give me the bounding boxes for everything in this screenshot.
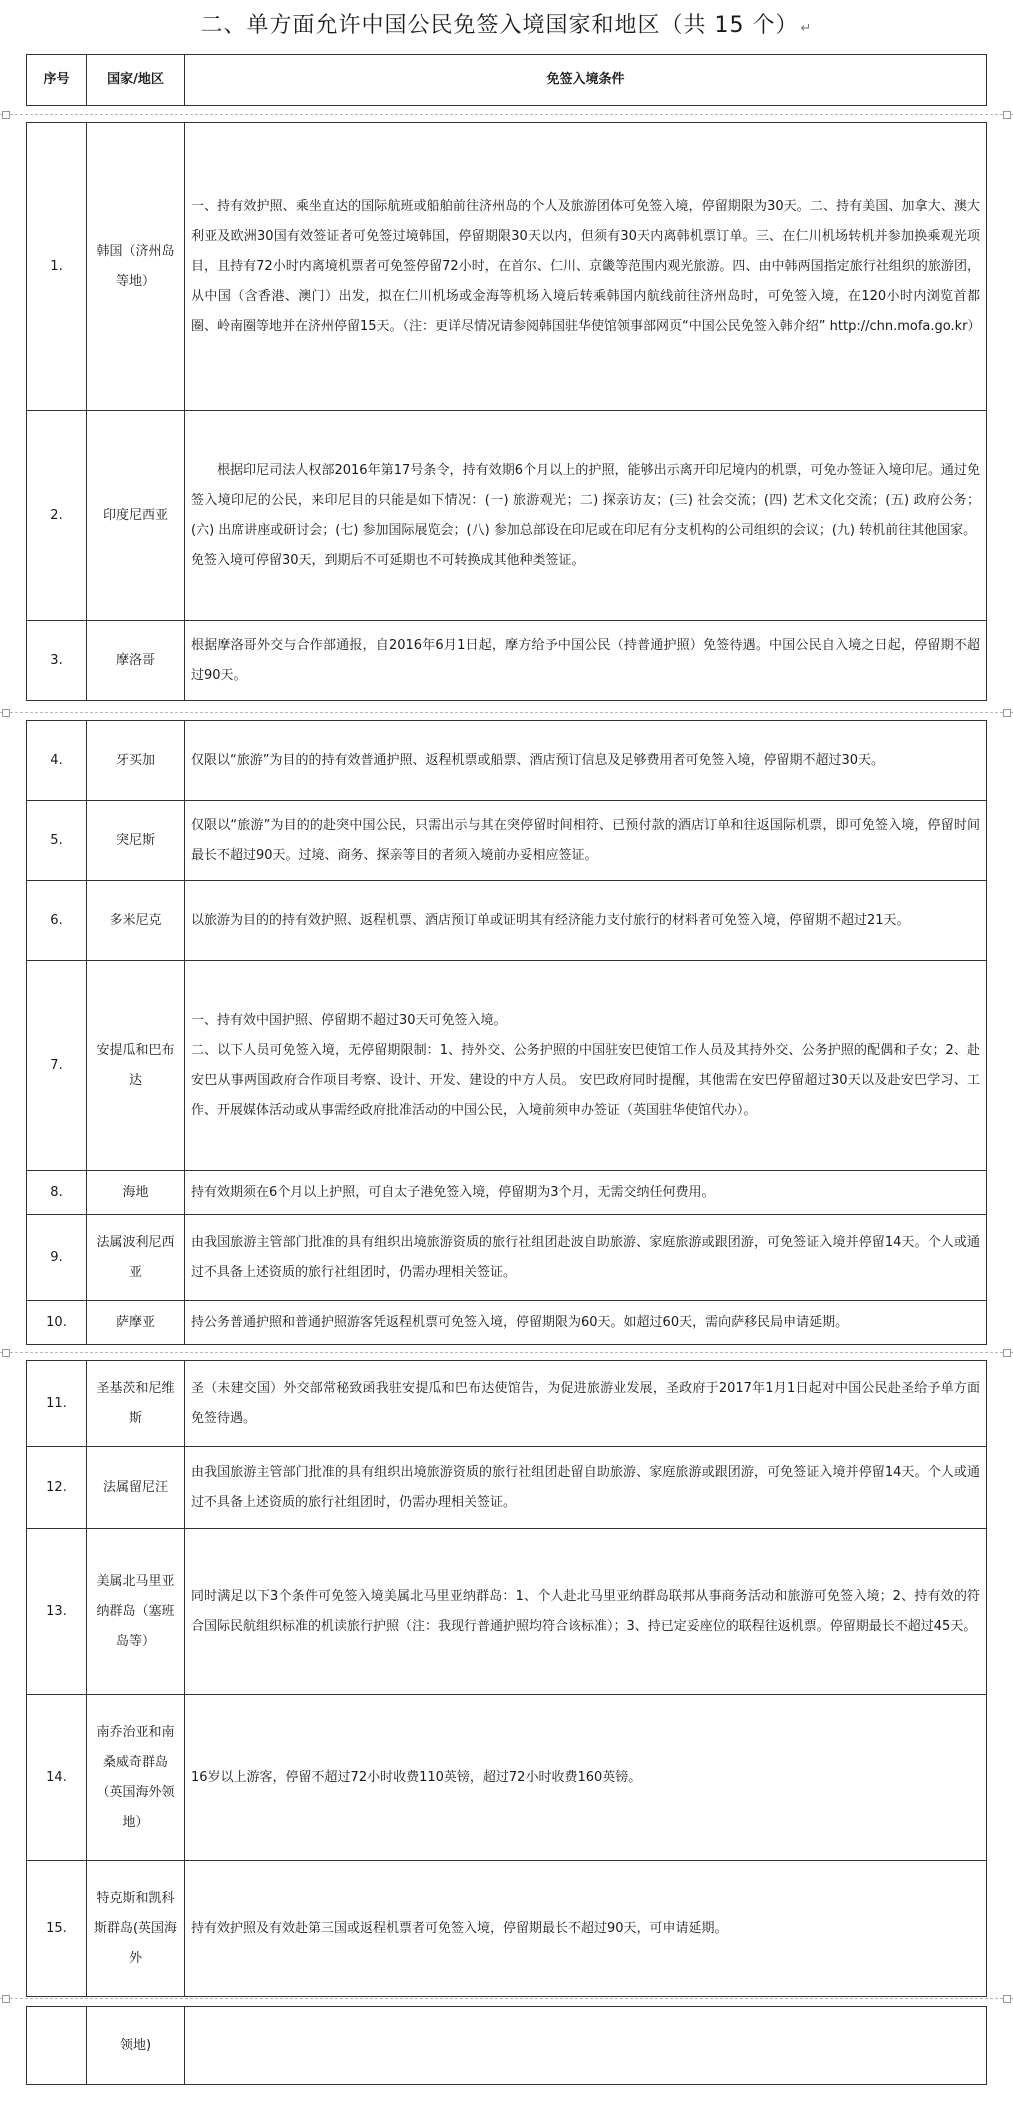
row-number: 12.: [27, 1447, 87, 1529]
row-conditions: [185, 961, 987, 1171]
table-row: [27, 1171, 987, 1215]
row-conditions: [185, 123, 987, 411]
row-conditions: [185, 1447, 987, 1529]
table-row: [27, 411, 987, 621]
page-separator: [0, 1352, 1013, 1353]
condition-paragraph: 以旅游为目的的持有效护照、返程机票、酒店预订单或证明其有经济能力支付旅行的材料者可免签入境，停留期不超过21天。: [191, 912, 910, 928]
page-separator: [0, 1998, 1013, 1999]
visa-table-block-2: [26, 720, 987, 1345]
visa-table-block-3: [26, 1360, 987, 1997]
row-number: 2.: [27, 411, 87, 621]
row-conditions: [185, 881, 987, 961]
condition-paragraph: 同时满足以下3个条件可免签入境美属北马里亚纳群岛：1、个人赴北马里亚纳群岛联邦从事商务活动和旅游可免签入境；2、持有效的符合国际民航组织标准的机读旅行护照（注：我现行普通护照均符合该标准）；3、持已定妥座位的联程往返机票。停留期最长不超过45天。: [191, 1588, 980, 1634]
table-row: [27, 1301, 987, 1345]
row-number: 4.: [27, 721, 87, 801]
page-separator: [0, 114, 1013, 115]
row-number: 10.: [27, 1301, 87, 1345]
row-conditions: [185, 621, 987, 701]
row-conditions: [185, 1215, 987, 1301]
row-number: 14.: [27, 1695, 87, 1861]
condition-paragraph: 持有效期须在6个月以上护照，可自太子港免签入境，停留期为3个月，无需交纳任何费用。: [191, 1184, 715, 1200]
visa-table-block-4: [26, 2006, 987, 2085]
row-country: 法属留尼汪: [87, 1447, 185, 1529]
row-number: 13.: [27, 1529, 87, 1695]
row-country: 特克斯和凯科斯群岛(英国海外: [87, 1861, 185, 1997]
row-number: 15.: [27, 1861, 87, 1997]
row-country: 美属北马里亚纳群岛（塞班岛等）: [87, 1529, 185, 1695]
table-header-row: [27, 55, 987, 106]
condition-paragraph: 根据印尼司法人权部2016年第17号条令，持有效期6个月以上的护照，能够出示离开印尼境内的机票，可免办签证入境印尼。通过免签入境印尼的公民，来印尼目的只能是如下情况：(一) 旅游观光；二) 探亲访友；(三) 社会交流；(四) 艺术文化交流；(五) 政府公务；(六) 出席讲座或研讨会；(七) 参加国际展览会；(八) 参加总部设在印尼或在印尼有分支机构的公司组织的会议；(九) 转机前往其他国家。: [191, 462, 980, 538]
visa-table-page-1: [26, 54, 987, 106]
table-row: [27, 721, 987, 801]
row-conditions: [185, 1301, 987, 1345]
row-country: 韩国（济州岛等地）: [87, 123, 185, 411]
row-country: 突尼斯: [87, 801, 185, 881]
row-number: 11.: [27, 1361, 87, 1447]
condition-paragraph: 一、持有效中国护照、停留期不超过30天可免签入境。: [191, 1012, 507, 1028]
row-conditions: [185, 721, 987, 801]
table-row: [27, 1215, 987, 1301]
condition-paragraph: 仅限以“旅游”为目的的赴突中国公民，只需出示与其在突停留时间相符、已预付款的酒店订单和往返国际机票，即可免签入境，停留时间最长不超过90天。过境、商务、探亲等目的者须入境前办妥相应签证。: [191, 817, 980, 863]
row-country: 多米尼克: [87, 881, 185, 961]
row-number: 1.: [27, 123, 87, 411]
table-row: [27, 123, 987, 411]
page-title: 二、单方面允许中国公民免签入境国家和地区（共 15 个） ↵: [200, 13, 813, 38]
row-conditions: [185, 801, 987, 881]
condition-paragraph: 由我国旅游主管部门批准的具有组织出境旅游资质的旅行社组团赴留自助旅游、家庭旅游或跟团游，可免签证入境并停留14天。个人或通过不具备上述资质的旅行社组团时，仍需办理相关签证。: [191, 1464, 980, 1510]
table-row: [27, 1861, 987, 1997]
row-conditions: [185, 1695, 987, 1861]
row-number: 7.: [27, 961, 87, 1171]
row-conditions: [185, 1171, 987, 1215]
row-country-continued: 领地): [87, 2007, 185, 2085]
row-number: 8.: [27, 1171, 87, 1215]
row-number: 5.: [27, 801, 87, 881]
header-conditions: 免签入境条件: [185, 55, 987, 106]
condition-paragraph: 圣（未建交国）外交部常秘致函我驻安提瓜和巴布达使馆告，为促进旅游业发展，圣政府于2017年1月1日起对中国公民赴圣给予单方面免签待遇。: [191, 1380, 980, 1426]
row-number: 3.: [27, 621, 87, 701]
table-row: [27, 881, 987, 961]
row-conditions: [185, 1861, 987, 1997]
table-row: [27, 1695, 987, 1861]
condition-paragraph: 由我国旅游主管部门批准的具有组织出境旅游资质的旅行社组团赴波自助旅游、家庭旅游或跟团游，可免签证入境并停留14天。个人或通过不具备上述资质的旅行社组团时，仍需办理相关签证。: [191, 1234, 980, 1280]
row-country: 法属波利尼西亚: [87, 1215, 185, 1301]
page-separator: [0, 712, 1013, 713]
row-country: 萨摩亚: [87, 1301, 185, 1345]
table-row: [27, 961, 987, 1171]
condition-paragraph: 持有效护照及有效赴第三国或返程机票者可免签入境，停留期最长不超过90天，可申请延期。: [191, 1920, 728, 1936]
header-country: 国家/地区: [87, 55, 185, 106]
row-country: 海地: [87, 1171, 185, 1215]
row-number: 6.: [27, 881, 87, 961]
row-conditions: [185, 1361, 987, 1447]
table-row: [27, 1361, 987, 1447]
visa-table-block-1: [26, 122, 987, 701]
condition-paragraph: 二、以下人员可免签入境，无停留期限制：1、持外交、公务护照的中国驻安巴使馆工作人员及其持外交、公务护照的配偶和子女；2、赴安巴从事两国政府合作项目考察、设计、开发、建设的中方人员。 安巴政府同时提醒，其他需在安巴停留超过30天以及赴安巴学习、工作、开展媒体活动或从事需经政府批准活动的中国公民，入境前须申办签证（英国驻华使馆代办）。: [191, 1042, 980, 1118]
table-row: [27, 1447, 987, 1529]
condition-paragraph: 根据摩洛哥外交与合作部通报，自2016年6月1日起，摩方给予中国公民（持普通护照）免签待遇。中国公民自入境之日起，停留期不超过90天。: [191, 637, 980, 683]
row-country: 印度尼西亚: [87, 411, 185, 621]
row-country: 摩洛哥: [87, 621, 185, 701]
table-row: [27, 621, 987, 701]
condition-paragraph: 免签入境可停留30天，到期后不可延期也不可转换成其他种类签证。: [191, 552, 585, 568]
row-country: 牙买加: [87, 721, 185, 801]
row-number: 9.: [27, 1215, 87, 1301]
header-no: 序号: [27, 55, 87, 106]
condition-paragraph: 持公务普通护照和普通护照游客凭返程机票可免签入境，停留期限为60天。如超过60天，需向萨移民局申请延期。: [191, 1314, 849, 1330]
row-conditions: [185, 411, 987, 621]
condition-paragraph: 一、持有效护照、乘坐直达的国际航班或船舶前往济州岛的个人及旅游团体可免签入境，停留期限为30天。二、持有美国、加拿大、澳大利亚及欧洲30国有效签证者可免签过境韩国，停留期限30天以内，但须有30天内离韩机票订单。三、在仁川机场转机并参加换乘观光项目，且持有72小时内离境机票者可免签停留72小时，在首尔、仁川、京畿等范围内观光旅游。四、由中韩两国指定旅行社组织的旅游团，从中国（含香港、澳门）出发，拟在仁川机场或金海等机场入境后转乘韩国内航线前往济州岛时，可免签入境，在120小时内浏览首都圈、岭南圈等地并在济州停留15天。（注：更详尽情况请参阅韩国驻华使馆领事部网页“中国公民免签入韩介绍” http://chn.mofa.go.kr）: [191, 198, 981, 334]
row-conditions: [185, 1529, 987, 1695]
condition-paragraph: 16岁以上游客，停留不超过72小时收费110英镑，超过72小时收费160英镑。: [191, 1769, 642, 1785]
row-country: 圣基茨和尼维斯: [87, 1361, 185, 1447]
table-row: [27, 1529, 987, 1695]
row-country: 安提瓜和巴布达: [87, 961, 185, 1171]
condition-paragraph: 仅限以“旅游”为目的的持有效普通护照、返程机票或船票、酒店预订信息及足够费用者可免签入境，停留期不超过30天。: [191, 752, 885, 768]
table-row: [27, 801, 987, 881]
table-row: [27, 2007, 987, 2085]
row-country: 南乔治亚和南桑威奇群岛（英国海外领地）: [87, 1695, 185, 1861]
